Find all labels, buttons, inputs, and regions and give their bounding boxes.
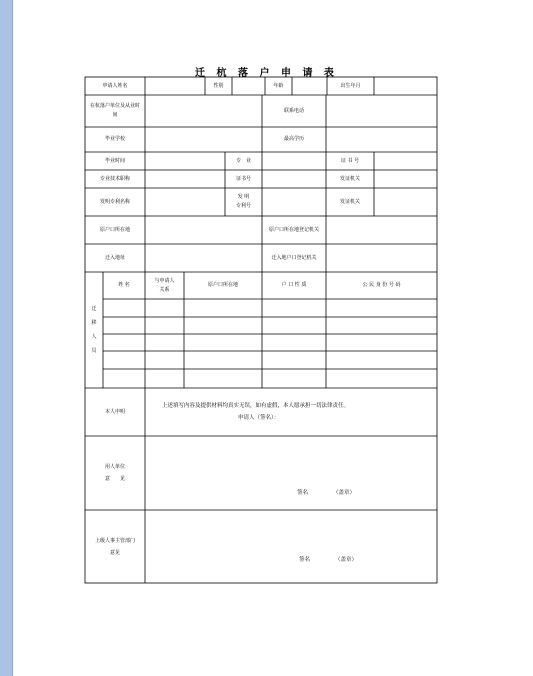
major-label: 专 业 [235,157,251,164]
birth-date-label: 出生年月 [340,82,361,89]
patent-number-line1: 发 明 [237,194,250,200]
move-office-label: 迁入地户口登记机关 [271,254,317,261]
tech-title-label: 专业技术职称 [99,175,130,182]
superior-seal-label: （盖章） [335,557,358,563]
education-label: 最高学历 [283,136,304,142]
member-hukou-header: 原户口所在地 [207,282,238,288]
hukou-location-label: 原户口所在地 [99,226,130,233]
applicant-signature-label: 申请人（签名）： [238,415,280,421]
applicant-statement-label: 本人申明 [104,408,125,415]
patent-number-label [225,188,262,216]
graduation-time-label: 毕业时间 [104,157,125,164]
superior-signature-label: 签名 [299,557,311,563]
member-id-header: 公 民 身 份 号 码 [362,282,401,288]
migrating-members-label: 迁 移 人 员 [91,306,97,354]
unit-opinion-label: 用人单位 意 见 [104,464,125,482]
unit-seal-label: （盖章） [333,490,356,496]
form-title: 迁 杭 落 户 申 请 表 [195,68,338,79]
patent-name-label: 发明专利名称 [99,198,130,205]
move-address-label: 迁入地址 [104,254,125,261]
patent-number-line2: 专利号 [235,203,251,209]
age-label: 年龄 [273,82,284,89]
phone-label: 联系电话 [283,107,304,114]
tech-cert-number-label: 证书号 [235,175,251,182]
hukou-office-label: 原户口所在地登记机关 [268,226,319,233]
patent-issuer-label: 发证机关 [339,198,360,205]
occupation-label: 在杭落户单位及从业时间 [89,103,140,118]
applicant-name-label: 申请人姓名 [102,82,128,89]
member-hukou-nature-header: 户 口 性 质 [281,282,307,288]
certificate-number-label: 证 书 号 [340,157,360,164]
tech-issuer-label: 发证机关 [339,175,360,182]
member-name-header: 姓 名 [118,282,130,288]
superior-opinion-label: 上级人事主管部门 意见 [94,537,135,556]
gender-label: 性别 [213,82,224,89]
school-label: 毕业学校 [104,136,125,142]
member-relation-header: 与申请人关系 [154,277,175,293]
unit-signature-label: 签名 [297,490,309,496]
applicant-statement-text: 上述填写内容及提供材料均真实无误，如有虚假，本人愿承担一切法律责任。 [162,403,350,409]
